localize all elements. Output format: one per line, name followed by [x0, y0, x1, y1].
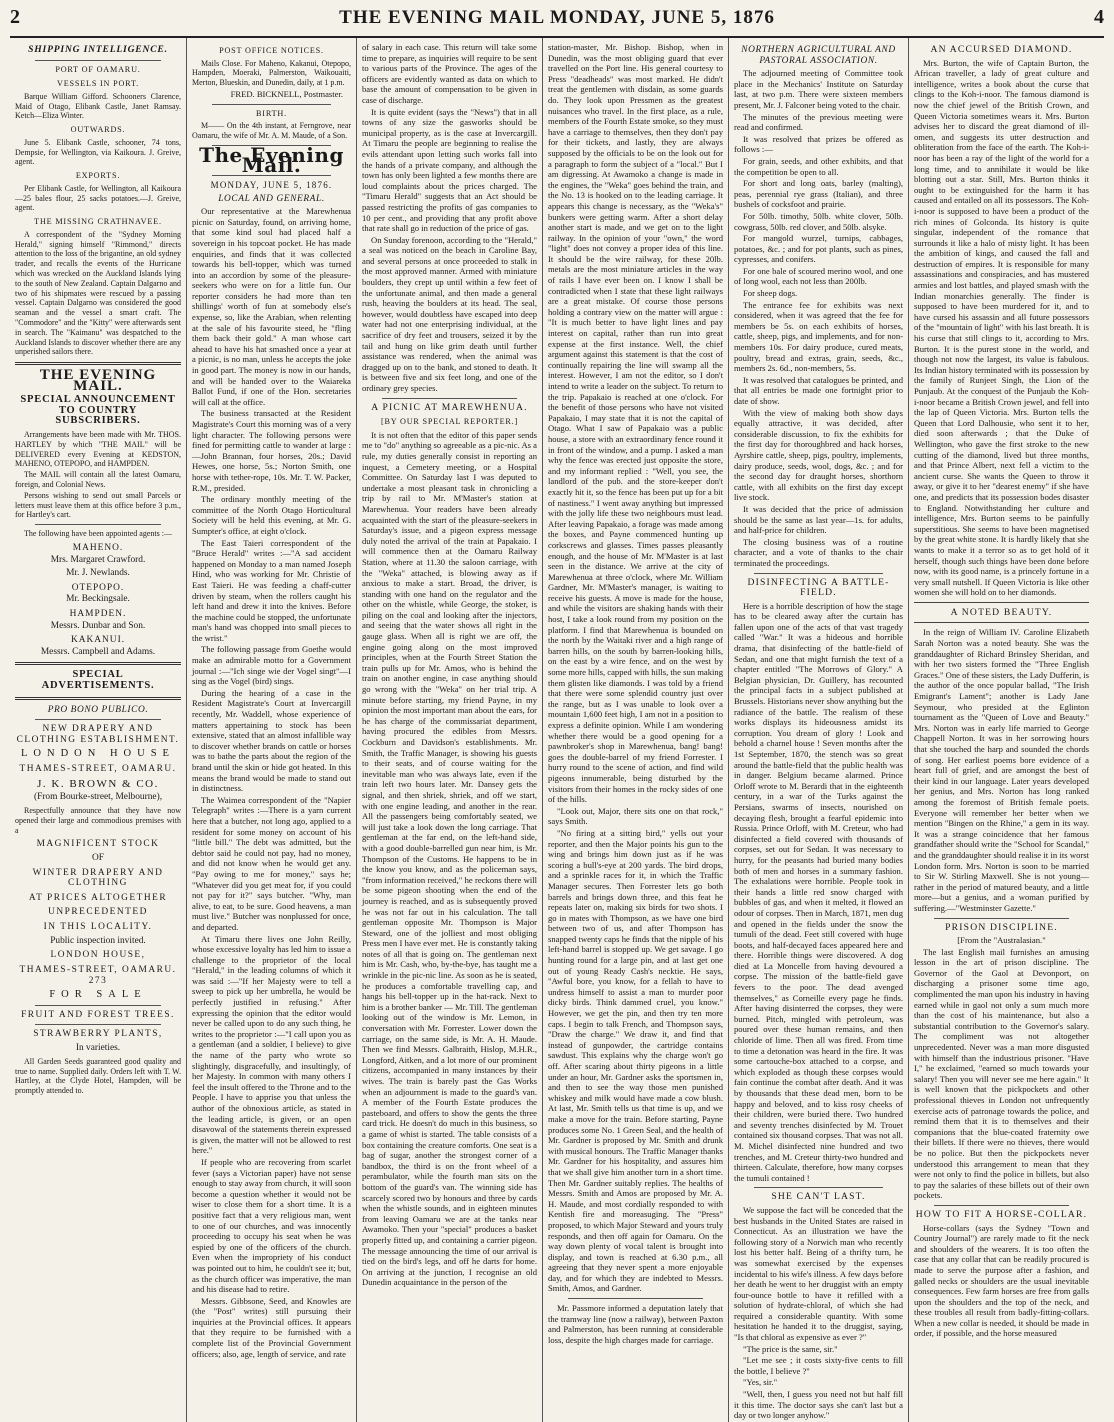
masthead-title: THE EVENING MAIL MONDAY, JUNE 5, 1876 [339, 7, 775, 28]
cant-last-paragraph: "Yes, sir." [743, 1377, 778, 1388]
picnic-paragraph: It is not often that the editor of this paper sends me to "do" anything so agreeable as a pic-nic. As a rule, my duties generally consist in reporting an inquest, a Cemetery meeting, or a Hospital Committee. On Saturday last I was deputed to undertake a most pleasant task in chronicling a trip by rail to Mr. M'Master's station at Marewhenua. Your readers have been already acquainted with the start of the pleasure-seekers in Saturday's issue, and a pigeon express message duly noted the arrival of the train at Papakaio. I will commence then at the Oamaru Railway Station, where at 11.30 the saloon carriage, with the "Weka" attached, is blowing away as if anxious to make a start. Broad, the driver, is standing with one hand on the regulator and the other on the whistle, while George, the stoker, is piling on the coal and looking after the injectors, and seeing that the water shows all right in the gauge glass. When all is right we are off, the engine going along on the most improved principles, when at the Fourth Street Station the train pulls up for Mr. Amos, who is behind the train on another engine, in case anything should go wrong with the "Weka" on her trial trip. A minute before starting, my friend Payne, in my opinion the most important man about the ears, for he has charge of the commissariat department, having procured the edibles from Messrs. Cockburn and Davidson's establishments. Mr. Smith, the Traffic Manager, is showing his guests to their seats, and of course waiting for the inevitable man who was always late, even if the train left two hours later. Mr. Dansey gets the signal, and then shriek, shriek, and off we start, with one engine leading, and another in the rear. All the passengers being comfortably seated, we will just take a look down the long carriage. That gentleman at the far end, on the left-hand side, with a good double-barrelled gun near him, is Mr. Thompson of the Customs. He happens to be in the know you know, and as the policeman says, "from information received," he reckons there will be some pigeon shooting when the end of the journey is reached, and as is subsequently proved he was not far out in his calculation. The tall gentleman opposite Mr. Thompson is Major Steward, one of the jolliest and most obliging Press men I have ever met. He is constantly taking notes of all that is going on. The gentleman next him is Mr. Cash, who, by-the-bye, has taught me a wrinkle in the pic-nic line. As soon as he is seated, he produces a comfortable travelling cap, and hangs his bell-topper up in the hat-rack. Next to him is a brother banker — Mr. Till. The gentleman looking out of the window is Mr. Lemon, in conversation with Mr. Forrester. Lower down the carriage, on the same side, is Mr. A. H. Maude. Then we find Messrs. Galbraith, Hislop, M.H.R., Longford, Aitken, and a lot more of our prominent citizens, accompanied in many instances by their wives. The train is barely past the Gas Works when an adjournment is made to the guard's van. A member of the Fourth Estate produces the pasteboard, and offers to show the gents the three card trick. He doesn't do much in this business, so a game of whist is started. The table consists of a box containing the creature comforts. One seat is a bag of sugar, another the strongest corner of a bandbox, the third is on the front wheel of a perambulator, while the fourth man sits on the bottom of the guard's van. The winning side has scarcely scored two by honours and three by cards when the whistle sounds, and in eighteen minutes from leaving Oamaru we are at the tanks near Awamoko. Then your "special" produces a basket properly fitted up, and containing a carrier pigeon. The message announcing the time of our arrival is tied on the bird's legs, and off he darts for home. On arriving at the junction, I recognise an old Dunedin acquaintance in the person of the [362, 429, 537, 1288]
cant-last-paragraph: "Well, then, I guess you need not but half fill it this time. The doctor says she can't last but a day or two longer anyhow." [734, 1389, 903, 1421]
thames-street: THAMES-STREET, OAMARU. [19, 763, 177, 774]
diamond-paragraph: Mrs. Burton, the wife of Captain Burton, the African traveller, a lady of great culture and intelligence, writes a book about the curse that clings to the Koh-i-noor. The famous diamond is now the chief jewel of the British Crown, and Queen Victoria sometimes wears it. Mrs. Burton advises her to discard the great diamond of ill-omen, and suggests its utter destruction and obliteration from the face of the earth. The Koh-i-noor has been a ray of the light of the world for a long time, and to annihilate it would be like blotting out a star. Still, Mrs. Burton thinks it ought to be extinguished for the harm it has caused and entailed on all its possessors. The Koh-i-noor is supposed to have been a product of the rich mines of Golconda. Its history is quite singular, independent of the romance that surrounds it like a halo of misty light. It has been the ambition of kings, and caused the fall and destruction of empires. It is responsible for many assassinations and conspiracies, and has mustered armies and lost battles, and played smash with the Indian monarchies generally. The finder is supposed to have been murdered for it, and to have cursed his assassin and all future possessors of the "mountain of light" with his last breath. It is his curse that still clings to it, according to Mrs. Burton. It is the purest stone in the world, and though not now the largest, its value is fabulous. Its Indian history terminated with its possession by the family of Runjeet Singh, the Lion of the Punjaub. At the conquest of the Punjaub the Koh-i-noor became a British Crown jewel, and fell into the lap of Queen Victoria. Mrs. Burton tells the Queen that Lord Dalhousie, who sent it to her, died soon afterwards ; that the Duke of Wellington, who gave the first stroke to the new cutting of the diamond, lived but three months, and that Prince Albert, next fell a victim to the ancient curse. She wants the Queen to throw it away, or give it to her "dearest enemy" if she have one, and predicts that its possession bodes disaster to England. Notwithstanding her culture and intelligence, Mrs. Burton seems to be painfully superstitious. She seems to have been magnetised by the great white stone. It is hardly likely that she wants to make it a terror so as to get hold of it herself, though such things have been done before now, with its good name, is a princely fortune in a very small nutshell. If Queen Victoria is like other women she will hold on to her diamonds. [914, 57, 1089, 598]
local-paragraph: Our representative at the Marewhenua picnic on Saturday, found, on arriving home, that some kind soul had placed half a sovereign in his topcoat pocket. He has made enquiries, and finds that it was collected towards his bell-topper, which was turned into an accordion by some of the pleasure-seekers who were on for a little fun. Our reporter considers he had more than ten shillings' worth of fun at somebody else's expense, so, like the Arabian, when relenting at the sale of his favourite steed, he "fling them back their gold." A man whose cart ahead to have his hat smashed once a year at a picnic, is no man, unless he accepts the joke in good part. The money is now in our hands, and will be handed over to the Waiareka Ballot Fund, if one of the Hon. secretaries will call at the office. [192, 206, 351, 407]
exports-heading: EXPORTS. [75, 171, 121, 181]
outwards-heading: OUTWARDS. [70, 125, 126, 135]
special-ads-heading: SPECIAL ADVERTISEMENTS. [41, 669, 155, 691]
postmaster-signature: FRED. BICKNELL, Postmaster. [230, 88, 343, 99]
unprecedented: UNPRECEDENTED [48, 907, 148, 918]
divider [35, 60, 161, 61]
agent-name: Mr. J. Newlands. [66, 568, 130, 579]
agricultural-paragraph: For 50lb. timothy, 50lb. white clover, 50lb. cowgrass, 50lb. red clover, and 50lb. alsyke. [734, 210, 903, 232]
agent-town: HAMPDEN. [69, 609, 127, 619]
birth-heading: BIRTH. [256, 108, 287, 118]
vessels-heading: VESSELS IN PORT. [57, 79, 139, 89]
local-paragraph: At Timaru there lives one John Reilly, whose excessive loyalty has led him to issue a challenge to the proprietor of the local "Herald," in the leading columns of which it was said :—"If her Majesty were to tell a sweep to pick up her umbrella, he would be perfectly justified in refusing." After expressing the opinion that the editor would never be called upon to do any such thing, he writes to the proprietor :—"I call upon you as a gentleman (and a soldier, I believe) to give the name of the party who wrote so slightingly, disgracefully, and insultingly, of her Majesty. In common with many others I feel the insult offered to the Throne and to the People. I have to apprise you that unless the author of the obnoxious article, as stated in the leading article, is given, or an open disavowal of the statements therein expressed is given, the matter will not be allowed to rest here." [192, 933, 351, 1156]
issue-date: MONDAY, JUNE 5, 1876. [210, 179, 333, 190]
column-1 [10, 38, 187, 1422]
winter-drapery: WINTER DRAPERY AND CLOTHING [32, 867, 164, 889]
divider [934, 918, 1069, 919]
divider [15, 362, 181, 365]
cant-last-paragraph: "Let me see ; it costs sixty-five cents to fill the bottle, I believe ?" [734, 1355, 903, 1376]
divider [754, 1187, 883, 1188]
agent-town: MAHENO. [72, 543, 124, 554]
thames-street-2: THAMES-STREET, OAMARU. 273 [19, 965, 177, 986]
divider [35, 1024, 161, 1025]
continued-paragraph: of salary in each case. This return will take some time to prepare, as inquiries will require to be sent to various parts of the Province. The ages of the officers are evidently wanted as data on which to base the amount of compensation to be given in case of discharge. [362, 42, 537, 105]
agent-name: Messrs. Dunbar and Son. [50, 620, 146, 631]
magnificent-stock: MAGNIFICENT STOCK [36, 839, 160, 850]
divider [934, 1205, 1069, 1206]
london-house-2: LONDON HOUSE, [50, 950, 146, 961]
picnic-heading: A PICNIC AT MAREWHENUA. [371, 401, 528, 413]
picnic-byline: [BY OUR SPECIAL REPORTER.] [380, 417, 519, 427]
drapery-heading: NEW DRAPERY AND CLOTHING ESTABLISHMENT. [16, 724, 180, 745]
agricultural-paragraph: It was resolved that prizes be offered as follows :— [734, 133, 903, 155]
divider [35, 1005, 161, 1006]
evening-mail-heading: THE EVENING MAIL. [39, 367, 157, 394]
battlefield-heading: DISINFECTING A BATTLE-FIELD. [747, 576, 890, 599]
agricultural-paragraph: It was decided that the price of admission should be the same as last year—1s. for adults, and half-price for children. [734, 503, 903, 536]
agricultural-paragraph: With the view of making both show days equally attractive, it was decided, after considerable discussion, to fix the exhibits for the first day for thoroughbred and hack horses, Ayrshire cattle, sheep, pigs, poultry, implements, dairy produce, seeds, wool, dogs, &c. ; and for the second day for draught horses, shorthorn cattle, with all exhibits on the first day except live stock. [734, 407, 903, 503]
brown-company: J. K. BROWN & CO. [37, 777, 159, 790]
at-prices: AT PRICES ALTOGETHER [28, 892, 168, 903]
exports-text: Per Elibank Castle, for Wellington, all Kaikoura—25 bales flour, 25 sacks potatoes.—J. Greive, agent. [15, 183, 181, 213]
missing-text: A correspondent of the "Sydney Morning Herald," signing himself "Rimmond," directs attention to the loss of the brigantine, an old sydney trader, and recalls the events of the Hurricane which was wrecked on the Auckland Islands lying to the south of New Zealand. Captain Dalgarno and two of his shipmates were rescued by a passing vessel. Captain Dalgarno was considered the good seaman and the vessel a smart craft. The "Commodore" and the "Kitty" were afterwards sent in search. The "Kaimanu" was despatched to the Auckland Islands to discover whether there are any unperished sailors there. [15, 229, 181, 357]
post-office-heading: POST OFFICE NOTICES. [219, 46, 324, 55]
outwards-text: June 5. Elibank Castle, schooner, 74 tons, Dempsie, for Wellington, via Kaikoura. J. Greive, agent. [15, 137, 181, 167]
agents-intro: The following have been appointed agents :— [24, 529, 172, 539]
agricultural-paragraph: For short and long oats, barley (malting), peas, perennial rye grass (Italian), and three bushels of cocksfoot and prairie. [734, 178, 903, 210]
pro-bono-heading: PRO BONO PUBLICO. [47, 704, 149, 715]
local-paragraph: If people who are recovering from scarlet fever (says a Victorian paper) have not sense enough to stay away from church, it will soon become a question whether it would not be wiser to close them for a short time. It is a positive fact that a very religious man, went to one of our churches, and was innocently proceeding to occupy his seat when he was espied by one of the officers of the church. Even when the impropriety of his conduct was pointed out to him, he couldn't see it; but, as the church officer was imperative, the man and his disease had to retire. [192, 1156, 351, 1295]
local-general-heading: LOCAL AND GENERAL. [218, 193, 325, 204]
diamond-heading: AN ACCURSED DIAMOND. [930, 44, 1073, 55]
vessels-text: Barque William Gifford. Schooners Clarence, Maid of Otago, Elibank Castle, Janet Ramsay. Ketch—Eliza Winter. [15, 91, 181, 121]
agricultural-paragraph: It was resolved that catalogues be printed, and that all entries be made one fortnight prior to date of show. [734, 374, 903, 406]
divider [35, 524, 161, 525]
cant-last-paragraph: "The price is the same, sir." [743, 1343, 838, 1354]
garden-seeds-text: All Garden Seeds guaranteed good quality and true to name. Supplied daily. Orders left with T. W. Hartley, at the Clyde Hotel, Hampden, will be promptly attended to. [15, 1056, 181, 1096]
column-5 [729, 38, 909, 1422]
local-paragraph: The business transacted at the Resident Magistrate's Court this morning was of a very light character. The following persons were fined for permitting cattle to wander at large :—John Brannan, four horses, 20s.; David Hewes, one horse, 5s.; Norton Smith, one horse with tether-rope, 10s. Mr. T. W. Packer, R.M., presided. [192, 408, 351, 493]
picnic-paragraph: station-master, Mr. Bishop. Bishop, when in Dunedin, was the most obliging guard that ever travelled on the Port line. His general courtesy to Press "deadheads" was most marked. He didn't treat the gentlemen with disdain, as some guards do. They look upon Pressmen as the greatest nuisances who travel. In the first place, as a rule, members of the Fourth Estate smoke, so they must have a carriage to themselves, then they don't pay for their tickets, and lastly, they are always supposed by the officials to be on the look out for a paragraph to form the subject of a "local." But I am digressing. At Awamoko a change is made in the engines, the "Weka" goes behind the train, and the No. 13 is hooked on to the leading carriage. It appears this change is necessary, as the "Weka's" bunkers were getting warm. After a short delay another start is made, and we get on to the light railway. In the opinion of your "own," the word "light" does not convey a proper idea of this line. It should be the wire railway, for these 20lb. metals are the most miniature articles in the way of rails I have ever been on. I know I shall be contradicted when I state that these light railways are a great mistake. Of course those persons holding a contrary view on the matter will argue : "It is much better to have light lines and pay interest on capital, rather than run into great expense at the first instance. Well, the chief argument against this statement is that the cost of continually repairing the line will swamp all the interest. However, I am not the editor, so I don't intend to write a leader on the subject. To return to the trip. Papakaio is reached at one o'clock. For the benefit of those persons who have not visited Papakaio, I may state that it is not the capital of Otago. What I saw of Papakaio was a public house, a store with an extraordinary fence round it in front of the window, and a pump. I asked a man why the fence was erected just opposite the store, and my informant replied : "Well, you see, the landlord of the pub. and the store-keeper don't exactly hit it, so the fence has been put up for a bit of nastiness." I went away anything but impressed with the jolly life these two neighbours must lead. After leaving Papakaio, a forage was made among the boxes, and Payne commenced hunting up corkscrews and glasses. Times passes pleasantly enough, and the house of Mr. M'Master is at last seen in the distance. We arrive at the city of Marewhenua at three o'clock, where Mr. William Gardner, Mr. M'Master's manager, is waiting to receive his guests. A move is made for the house, and while the visitors are shaking hands with their host, I take a look round from my position on the platform. I find that Marewhenua is bounded on the north by the Waitaki river and a high range of barren hills, on the south by barren-looking hills, on the east by a wire fence, and on the west by some more hills, capped with hills, the sun making them glisten like diamonds. I was told by a friend that there were some splendid country just over the range, but as I was unable to look over a mountain 1,600 feet high, I am not in a position to express a definite opinion. While I am wondering whether there would be a good opening for a pawnbroker's shop in Marewhenua, bang! bang! goes the double-barrel of my friend Forrester. I hurry round to the scene of action, and find wild pigeons innumerable, being disturbed by the visitors from their homes in the rocky sides of one of the hills. [548, 42, 723, 805]
page-number: 2 [10, 6, 20, 28]
parcels-text: Persons wishing to send out small Parcels or letters must leave them at this office before 3 p.m., for Hartley's cart. [15, 490, 181, 520]
agricultural-paragraph: For one bale of scoured merino wool, and one of long wool, each not less than 200lb. [734, 265, 903, 287]
divider [568, 1298, 703, 1299]
brown-text: Respectfully announce that they have now opened their large and commodious premises with a [15, 805, 181, 835]
local-paragraph: Messrs. Gibbsone, Seed, and Knowles are (the "Post" writes) still pursuing their inquiries at the Provincial offices. It appears that they require to be furnished with a complete list of the Provincial Government officers; also, age, length of service, and rate [192, 1295, 351, 1359]
missing-heading: THE MISSING CRATHNAVEE. [34, 217, 162, 227]
divider [382, 398, 517, 399]
corner-mark: 4 [1094, 6, 1104, 28]
agricultural-heading: NORTHERN AGRICULTURAL AND PASTORAL ASSOCIATION. [741, 45, 896, 66]
agent-name: Messrs. Campbell and Adams. [40, 646, 156, 657]
special-announcement-heading: SPECIAL ANNOUNCEMENT TO COUNTRY SUBSCRIBERS. [20, 394, 176, 427]
local-paragraph: The following passage from Goethe would make an admirable motto for a Government journal :—"Ich singe wie der Vogel singt"—I sing as the Vogel (bird) sings. [192, 644, 351, 687]
picnic-paragraph: "No firing at a sitting bird," yells out your reporter, and then the Major points his gun to the wing and brings him down just as if he was scoring a bull's-eye at 200 yards. The bird drops, and a sprinkle races for it, in which the Traffic Manager secures. Then Forrester lets go both barrels and brings down three, and this feat he repeats later on, making six birds for two shots. I go in mates with Thompson, as we have one bird between two of us, and after Thompson has snapped twenty caps he finds that the nipple of his left-hand barrel is stopped up. We get savage. I go hunting round for a large pin, and at last get one out of young Ready Cash's necktie. He says, "Awful bore, you know, for a fellah to have to undress himself to assist a man to murder poor dicky birds. Think dammed cruel, you know." However, we get the pin, and then try ten more caps. I begin to talk French, and Thompson says, "Draw the charge." We draw it, and find that instead of gunpowder, the cartridge contains sawdust. This explains why the charge won't go off. After scaring about thirty pigeons in a little under an hour, Mr. Gardner asks the sportsmen in, and then to see the way those men punished whiskey and milk would have made a cow blush. At last, Mr. Smith tells us that time is up, and we make a move for the train. Before starting, Payne produces some No. 1 Green Seal, and the health of Mr. Gardner is proposed by Mr. Smith and drunk with musical honours. The Traffic Manager thanks Mr. Gardner for his hospitality, and assures him that we shall give him another turn in a short time. Then Mr. Gardner suitably replies. The healths of Messrs. Smith and Amos are proposed by Mr. A. H. Maude, and most cordially responded to with Kentish fire and moreasuging. The "Press" proposed, to which Major Steward and yours truly responds, and then off again for Oamaru. On the way down plenty of vocal talent is brought into display, and town is reached at 6.30 p.m., all agreeing that they never spent a more enjoyable day, and for which they are indebted to Messrs. Smith, Amos, and Gardner. [548, 827, 723, 1294]
divider [15, 662, 181, 665]
agricultural-paragraph: For mangold wurzel, turnips, cabbages, potatoes, &c. ; and for pot plants, such as pines, cypresses, and conifers. [734, 233, 903, 265]
local-paragraph: On Sunday forenoon, according to the "Herald," a seal was noticed on the beach in Caroline Bay, and several persons at once proceeded to stalk in the most approved manner. Armed with miniature boulders, they crept up until within a few feet of the unfortunate animal, and then made a general rush, heaving the boulders at its head. The seal, however, would doubtless have escaped into deep water had not one enterprising individual, at the sacrifice of dry feet and trousers, seized it by the tail and hung on like grim death until further assistance was rendered, when the animal was dragged up on to the bank, and stoned to death. It is between five and six feet long, and one of the ordinary grey species. [362, 234, 537, 393]
column-3 [357, 38, 543, 1422]
port-heading: PORT OF OAMARU. [55, 64, 141, 74]
divider [212, 104, 331, 105]
cant-last-heading: SHE CAN'T LAST. [771, 1191, 866, 1203]
column-4 [543, 38, 729, 1422]
local-paragraph: During the hearing of a case in the Resident Magistrate's Court at Invercargill recently, Mr. Waddell, whose experience of matters appertaining to stock has been extensive, stated that an almost infallible way to discover whether brands on cattle or horses was to bathe the parts about the region of the brand until the skin or hide got heated. In this means the brand would be made to stand out in distinctness. [192, 687, 351, 794]
local-paragraph: The Waimea correspondent of the "Napier Telegraph" writes :—There is a yarn current here that a butcher, not long ago, applied to a resident for some money on account of his "little bill." The debt was admitted, but the debtor said he could not pay, had no money, and did not know when he would get any. "Pay owing to me for money," says he; "Whatever did you get meat for, if you could not pay for it?" says butcher. "Why, man alive, to eat, to be sure. Good heavens, a man must live." Butcher was nonplussed for once, and departed. [192, 794, 351, 932]
divider [35, 719, 161, 720]
agricultural-paragraph: For sheep dogs. [743, 288, 798, 299]
divider [754, 573, 883, 574]
beauty-heading: A NOTED BEAUTY. [950, 606, 1053, 618]
divider [15, 697, 181, 700]
fruit-trees: FRUIT AND FOREST TREES. [21, 1009, 175, 1020]
strawberry-plants: STRAWBERRY PLANTS, [33, 1029, 163, 1040]
shipping-heading: SHIPPING INTELLIGENCE. [28, 44, 168, 55]
agricultural-paragraph: The entrance fee for exhibits was next considered, when it was agreed that the fee for members be 5s. on each exhibits of horses, cattle, sheep, pigs, and implements, and for non-members 10s. For dairy produce, cured meats, poultry, bread and extras, grain, seeds, &c., members 2s. 6d., non-members, 5s. [734, 299, 903, 374]
in-this-locality: IN THIS LOCALITY. [43, 922, 153, 933]
agent-name: Mr. Beckingsale. [66, 594, 130, 605]
agricultural-paragraph: The adjourned meeting of Committee took place in the Mechanics' Institute on Saturday last, at two p.m. There were sixteen members present, Mr. J. Falconer being voted to the chair. [734, 68, 903, 110]
cant-last-paragraph: We suppose the fact will be conceded that the best husbands in the United States are raised in Connecticut. As an illustration we have the following story of a Norwich man who recently lost his better half. Being of a thrifty turn, he was somewhat exercised by the expenses incidental to his wife's illness. A few days before her death he went to her druggist with an empty four-ounce bottle to have it refilled with a solution of hydrate-chloral, of which she had required a considerable quantity. With some hesitation he handed it to the druggist, saying, "Is that chloral as expensive as ever ?" [734, 1204, 903, 1343]
horse-collar-heading: HOW TO FIT A HORSE-COLLAR. [915, 1208, 1088, 1220]
local-paragraph: The ordinary monthly meeting of the committee of the North Otago Horticultural Society will be held this evening, at Mr. G. Sumpter's office, at eight o'clock. [192, 494, 351, 536]
agent-town: KAKANUI. [70, 635, 126, 646]
agent-name: Mrs. Margaret Crawford. [50, 554, 146, 565]
prison-heading: PRISON DISCIPLINE. [945, 921, 1058, 933]
agricultural-paragraph: For grain, seeds, and other exhibits, and that the competition be open to all. [734, 155, 903, 177]
agent-town: OTEPOPO. [71, 582, 125, 593]
prison-paragraph: The last English mail furnishes an amusing lesson in the art of prison discipline. The Governor of the Gaol at Devonport, on discharging a prisoner some time ago, complimented the man upon his industry in having earned while in gaol not only a sum much more than the cost of his maintenance, but also a substantial contribution to the Governor's salary. The compliment was not altogether unprecedented. Never was a man more disgusted with himself than the industrious prisoner. "Have I," he exclaimed, "earned so much towards your salary! Then you will never see me here again." It is well known that the pickpockets and other professional thieves in London not unfrequently exercise acts of patronage towards the police, and remind them that it is to themselves and their companions that the blue-coated fraternity owe their billets. If there were no thieves, there would be no police. But then the pickpockets never understood this arrangement to mean that they were not only to find the police in billets, but also to pay the salaries of these billets out of their own pockets. [914, 946, 1089, 1201]
battlefield-paragraph: Here is a horrible description of how the stage has to be cleared away after the curtain has fallen upon one of the acts of that vast tragedy called "War." It was a hideous and horrible drama, that disinfecting of the battle-field of Sedan, and one that might furnish the text of a chapter entitled "The Morrows of Glory." A Belgian physician, Dr. Guillery, has recounted the principal facts in a subject published at Brussels. Historians never show anything but the radiance of the battle. The realism of these works displays its hideousness amidst its corruption. You dream of glory ! Look and behold a charnel house ! Seven months after the 1st September, 1870, the stench was so great around the battle-field that the public health was in danger. Belgium became alarmed. Prince Orloff wrote to M. Berardi that in the eighteenth century, in a war of the Turks against the Persians, swarms of insects, nourished on decaying flesh, brought a fearful epidemic into Russia. Prince Orloff, with M. Creteur, who had disinfected a field covered with thousands of corpses, set out for Sedan. It was necessary to hurry, for the peasants had buried many bodies both of men and horses in a summary fashion. The exhalations were horrible. People took in their hands a little red snow charged with bubbles of gas, and when it melted, it flowed an odour of corpses. Then in March, 1871, men dug and opened in the fields under the snow the tumuli of the dead. Feet still covered with huge boots, and half-decayed faces appeared here and there. Horrible things were discovered. A dog died at La Moncelle from having devoured a corpse. The mission of the battle-field gave fevers to the poor. The dead avenged themselves," as Corneille every page he finds. After having disinterred the corpses, they were burned. Pitch, mingled with petroleum, was poured over these human remains, and then chloride of lime. Then all was fired. From time to time a detonation was heard in the fire. It was some cartouche-box attached to a corpse, and which exploded as though these corpses would fain continue the combat after death. And it was by thousands that these dead men, born to be happy and beloved, and to kiss rosy cheeks of their children, were buried there. Two hundred and seventy trenches disinfected by M. Trouet contained six thousand corpses. That was not all. M. Michel disinfected nine hundred and two trenches, and M. Creteur thirty-two hundred and thirteen. Calculate, therefore, how many corpses the tumuli contained ! [734, 600, 903, 1183]
arrangements-text: Arrangements have been made with Mr. THOS. HARTLEY by which "THE MAIL" will be DELIVERED every Evening at KEDSTON, MAHENO, OTEPOPO, and HAMPDEN. [15, 430, 181, 469]
contents-text: The MAIL will contain all the latest Oamaru, foreign, and Colonial News. [15, 470, 181, 490]
post-office-text: Mails Close. For Maheno, Kakanui, Otepopo, Hampden, Moeraki, Palmerston, Waikouaiti, Merton, Blueskin, and Dunedin, daily, at 1 p.m. [192, 58, 351, 88]
columns [10, 38, 1104, 1421]
inspection-invited: Public inspection invited. [50, 935, 146, 946]
agricultural-paragraph: The closing business was of a routine character, and a vote of thanks to the chair terminated the proceedings. [734, 536, 903, 568]
masthead [10, 6, 1104, 38]
for-sale: FOR SALE [49, 989, 147, 1001]
of-word: OF [92, 852, 104, 863]
london-house: LONDON HOUSE [21, 748, 175, 760]
tramway-paragraph: Mr. Passmore informed a deputation lately that the tramway line (now a railway), between Paxton and Palmerston, has been running at considerable loss, despite the high charges made for carriage. [548, 1303, 723, 1345]
beauty-heading-box [914, 602, 1089, 624]
brown-from: (From Bourke-street, Melbourne), [33, 792, 163, 803]
column-6 [909, 38, 1094, 1422]
paper-name: The Evening Mail. [199, 142, 344, 178]
local-paragraph: The East Taieri correspondent of the "Bruce Herald" writes :—"A sad accident happened on Monday to a man named Joseph Hind, who was working for Mr. Christie of East Taieri. He was feeding a chaff-cutter driven by steam, when the rollers caught his left hand and drew it into the knives. Before the machine could be stopped, the unfortunate man's hand was chopped into small pieces to the wrist." [192, 537, 351, 643]
picnic-paragraph: "Look out, Major, there sits one on that rock," says Smith. [548, 805, 723, 827]
varieties: In varieties. [75, 1043, 121, 1054]
agricultural-paragraph: The minutes of the previous meeting were read and confirmed. [734, 111, 903, 133]
birth-text: M—— On the 4th instant, at Ferngrove, near Oamaru, the wife of Mr. A. M. Maude, of a Son. [192, 121, 351, 140]
local-paragraph: It is quite evident (says the "News") that in all towns of any size the gasworks should be municipal property, as is the case at Invercargill. At Timaru the people are beginning to realise the evils attendant upon letting such works fall into the hands of a private company, and although the town has only been lighted a few months there are loud complaints about the prices charged. The "Timaru Herald" suggests that an Act should be passed restricting the profits of gas companies to 10 per cent., and providing that any profit above that rate shall go in reduction of the price of gas. [362, 106, 537, 234]
column-2 [187, 38, 357, 1422]
horse-collar-paragraph: Horse-collars (says the Sydney "Town and Country Journal") are rarely made to fit the neck and shoulders of the wearers. It is too often the case that any collar that can be readily procured is made to serve the purpose after a fashion, and galled necks or shoulders are the usual inevitable consequences. Few farm horses are free from galls upon the shoulders and the top of the neck, and these troubles all result from badly-fitting-collars. When a new collar is needed, it should be made in order, if possible, and the horse measured [914, 1222, 1089, 1339]
beauty-paragraph: In the reign of William IV. Caroline Elizabeth Sarah Norton was a noted beauty. She was the granddaughter of Richard Brinsley Sheridan, and with her two sisters formed the "Three English Graces." One of these sisters, the Lady Dufferin, is the author of the once popular ballad, "The Irish Emigrant's Lament"; another is Lady Jane Seymour, who presided at the Eglinton tournament as the "Queen of Love and Beauty." Mrs. Norton was in early life married to George Chappell Norton. It was in her sorrowing hours that she touched the harp and sounded the chords of song. Her earliest poems bore evidence of a heart full of grief, and are amongst the best of their kind in our language. Later years developed her genius, and Mrs. Norton has long ranked among the foremost of British female poets. Everyone will remember her better when we mention "Bingen on the Rhine," a gem in its way. It was a strange coincidence that her famous grandfather should write the "School for Scandal," and the granddaughter should realise it in its worst London form. Mrs. Norton is soon to be married to Sir W. Stirling Maxwell. She is not young—rather in the period of matured beauty, and a little more—but a genius, and a woman purified by suffering.—"Westminster Gazette." [914, 627, 1089, 913]
prison-source: [From the "Australasian." [957, 935, 1046, 946]
